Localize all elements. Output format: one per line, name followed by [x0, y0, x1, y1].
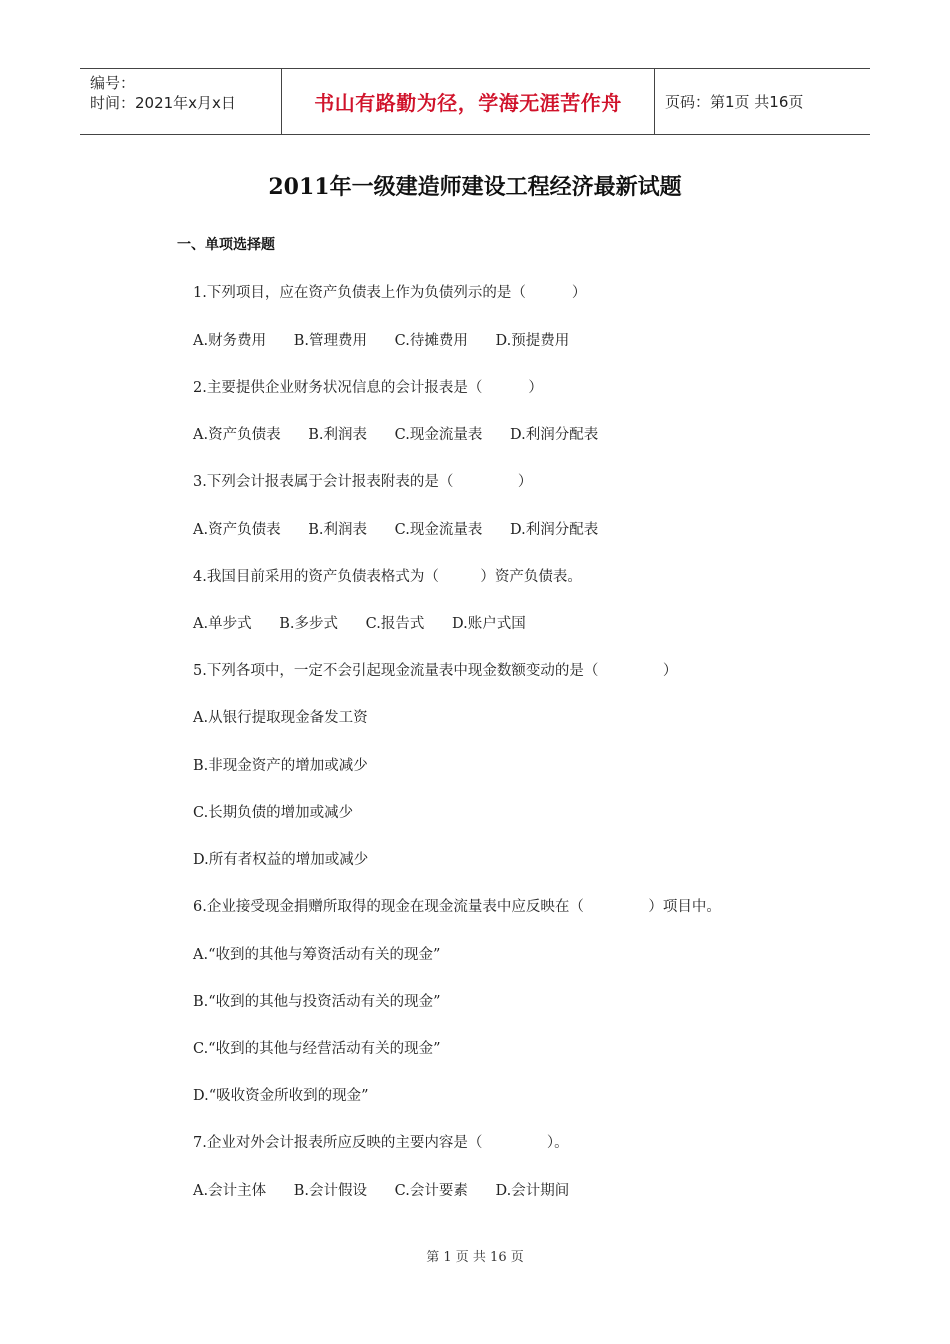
options-3: A.资产负债表 B.利润表 C.现金流量表 D.利润分配表 — [193, 522, 599, 538]
question-2: 2.主要提供企业财务状况信息的会计报表是（ ） — [193, 380, 543, 396]
section-heading: 一、单项选择题 — [177, 237, 275, 253]
option-6c: C.“收到的其他与经营活动有关的现金” — [193, 1041, 441, 1057]
question-4: 4.我国目前采用的资产负债表格式为（ ）资产负债表。 — [193, 569, 582, 585]
question-3: 3.下列会计报表属于会计报表附表的是（ ） — [193, 474, 533, 490]
option-5d: D.所有者权益的增加或减少 — [193, 852, 369, 868]
question-1: 1.下列项目，应在资产负债表上作为负债列示的是（ ） — [193, 285, 587, 301]
header-motto-cell — [282, 69, 655, 134]
options-2: A.资产负债表 B.利润表 C.现金流量表 D.利润分配表 — [193, 427, 599, 443]
options-7: A.会计主体 B.会计假设 C.会计要素 D.会计期间 — [193, 1183, 570, 1199]
options-1: A.财务费用 B.管理费用 C.待摊费用 D.预提费用 — [193, 333, 570, 349]
document-title: 2011年一级建造师建设工程经济最新试题 — [268, 174, 682, 200]
time-label: 时间：2021年x月x日 — [90, 94, 236, 112]
option-6b: B.“收到的其他与投资活动有关的现金” — [193, 994, 441, 1010]
option-5c: C.长期负债的增加或减少 — [193, 805, 354, 821]
header-page-info — [655, 69, 870, 134]
question-6: 6.企业接受现金捐赠所取得的现金在现金流量表中应反映在（ ）项目中。 — [193, 899, 721, 915]
number-label: 编号： — [90, 74, 136, 92]
option-6d: D.“吸收资金所收到的现金” — [193, 1088, 369, 1104]
question-7: 7.企业对外会计报表所应反映的主要内容是（ ）。 — [193, 1135, 569, 1151]
option-5a: A.从银行提取现金备发工资 — [193, 710, 368, 726]
page-footer: 第 1 页 共 16 页 — [426, 1250, 524, 1265]
motto-text: 书山有路勤为径，学海无涯苦作舟 — [314, 91, 622, 115]
page-header — [80, 68, 870, 135]
header-meta — [80, 69, 282, 134]
page-info-text: 页码：第1页 共16页 — [665, 93, 804, 111]
option-5b: B.非现金资产的增加或减少 — [193, 758, 368, 774]
option-6a: A.“收到的其他与筹资活动有关的现金” — [193, 947, 441, 963]
options-4: A.单步式 B.多步式 C.报告式 D.账户式国 — [193, 616, 526, 632]
question-5: 5.下列各项中，一定不会引起现金流量表中现金数额变动的是（ ） — [193, 663, 678, 679]
